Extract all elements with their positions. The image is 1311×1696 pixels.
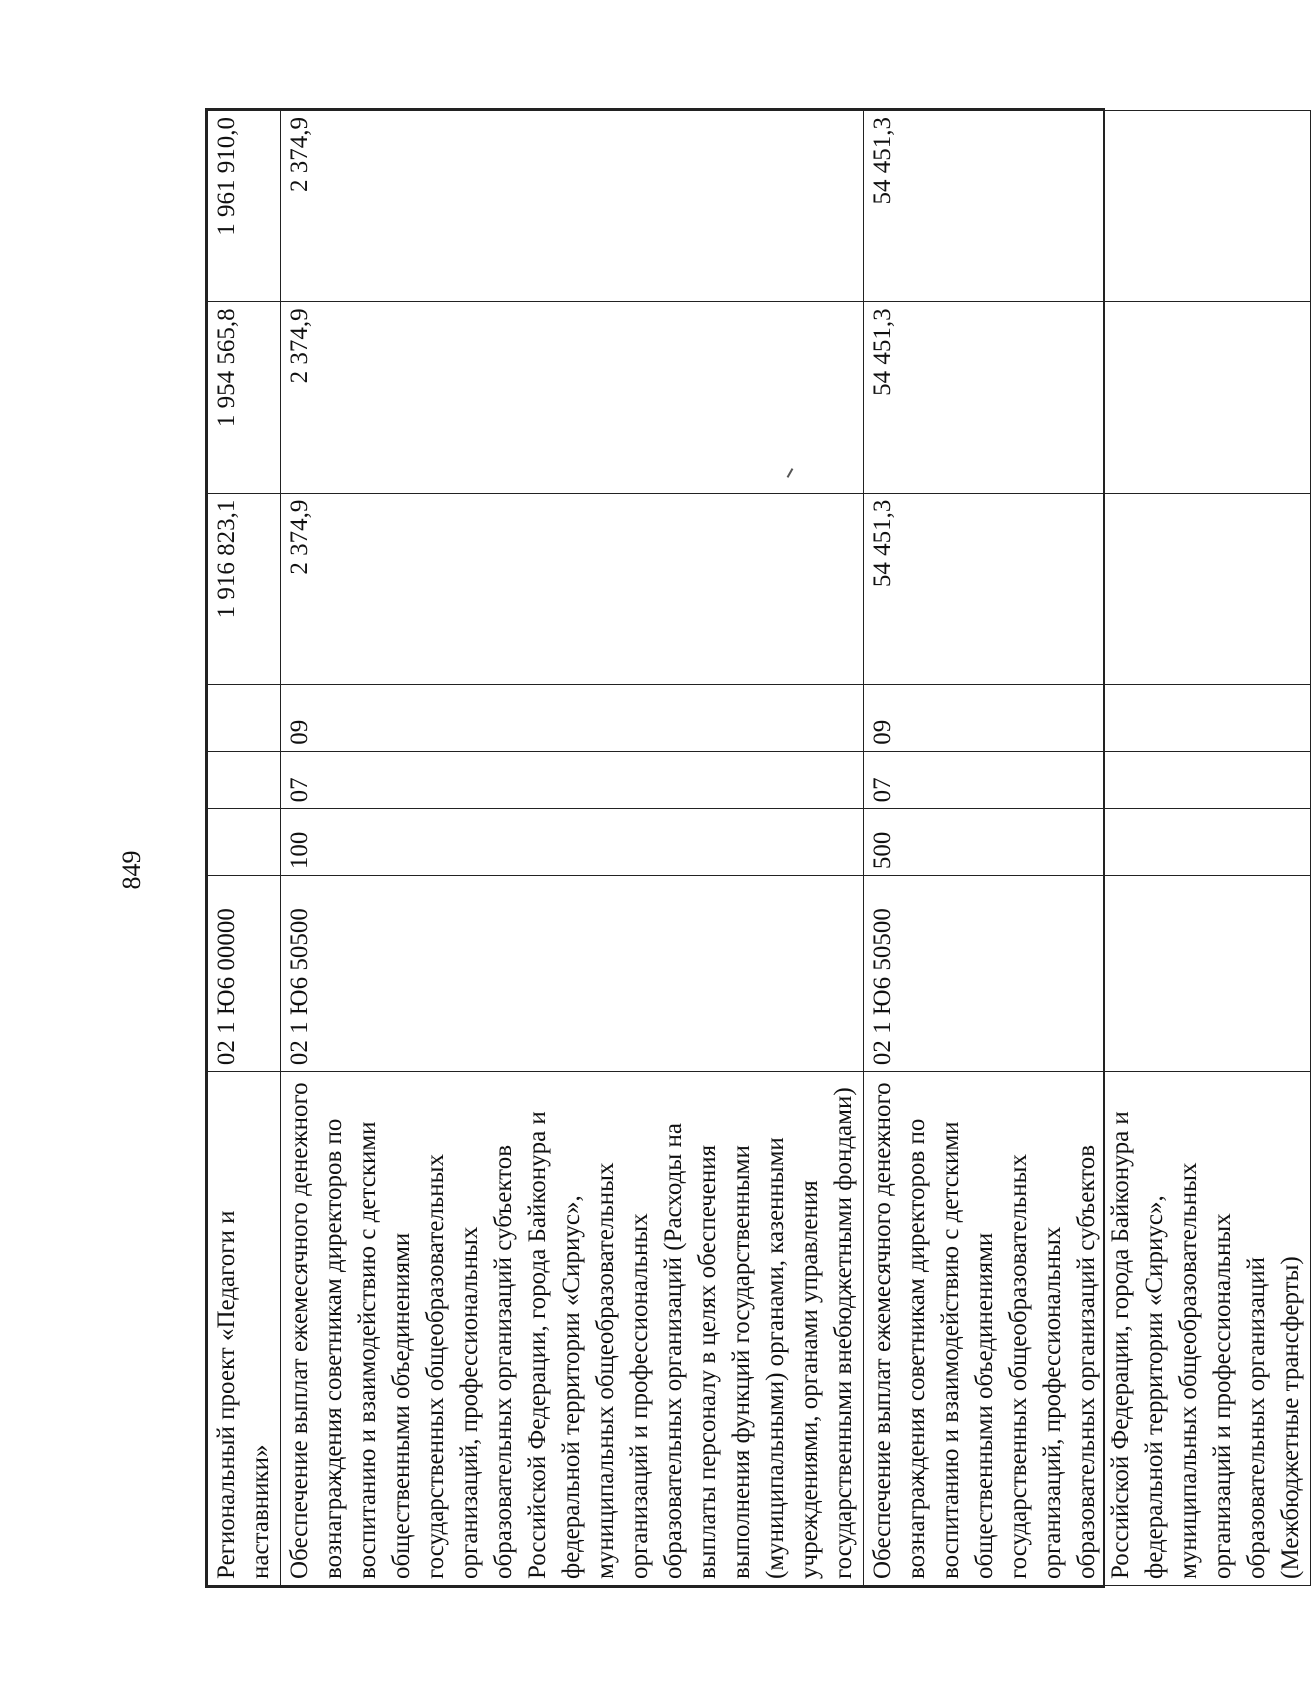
expense-type-code: 100 <box>281 809 864 876</box>
amount-year-1: 1 916 823,1 <box>208 493 281 684</box>
section-code: 07 <box>281 751 864 809</box>
amount-year-3: 54 451,3 <box>864 111 1311 302</box>
expense-type-code <box>208 809 281 876</box>
row-name: Обеспечение выплат ежемесячного денежного вознаграждения советникам директоров по воспитанию и взаимодействию с детскими общественными объединениями государственных общеобразовательных организаций, профессиональных образовательных организаций субъектов Российской Федерации, города Байконура и федеральной территории «Сириус», муниципальных общеобразовательных организаций и профессиональных образовательных организаций (Расходы на выплаты персоналу в целях обеспечения выполнения функций государственными (муниципальными) органами, казенными учреждениями, органами управления государственными внебюджетными фондами) <box>281 1072 864 1586</box>
budget-table <box>207 110 1311 1586</box>
budget-table-frame <box>205 108 1304 1588</box>
amount-year-3: 2 374,9 <box>281 111 864 302</box>
table-row <box>208 111 281 1586</box>
target-article-code: 02 1 Ю6 00000 <box>208 876 281 1072</box>
row-name: Обеспечение выплат ежемесячного денежного вознаграждения советникам директоров по воспитанию и взаимодействию с детскими общественными объединениями государственных общеобразовательных организаций, профессиональных образовательных организаций субъектов Российской Федерации, города Байконура и федеральной территории «Сириус», муниципальных общеобразовательных организаций и профессиональных образовательных организаций (Межбюджетные трансферты) <box>864 1072 1311 1586</box>
amount-year-1: 54 451,3 <box>864 493 1311 684</box>
table-row <box>281 111 864 1586</box>
amount-year-2: 1 954 565,8 <box>208 302 281 493</box>
amount-year-2: 54 451,3 <box>864 302 1311 493</box>
amount-year-3: 1 961 910,0 <box>208 111 281 302</box>
page-number: 849 <box>117 850 146 890</box>
target-article-code: 02 1 Ю6 50500 <box>864 876 1311 1072</box>
section-code <box>208 751 281 809</box>
amount-year-1: 2 374,9 <box>281 493 864 684</box>
expense-type-code: 500 <box>864 809 1311 876</box>
section-code: 07 <box>864 751 1311 809</box>
amount-year-2: 2 374,9 <box>281 302 864 493</box>
subsection-code <box>208 684 281 751</box>
row-name: Региональный проект «Педагоги и наставники» <box>208 1072 281 1586</box>
table-row <box>864 111 1311 1586</box>
subsection-code: 09 <box>281 684 864 751</box>
subsection-code: 09 <box>864 684 1311 751</box>
target-article-code: 02 1 Ю6 50500 <box>281 876 864 1072</box>
